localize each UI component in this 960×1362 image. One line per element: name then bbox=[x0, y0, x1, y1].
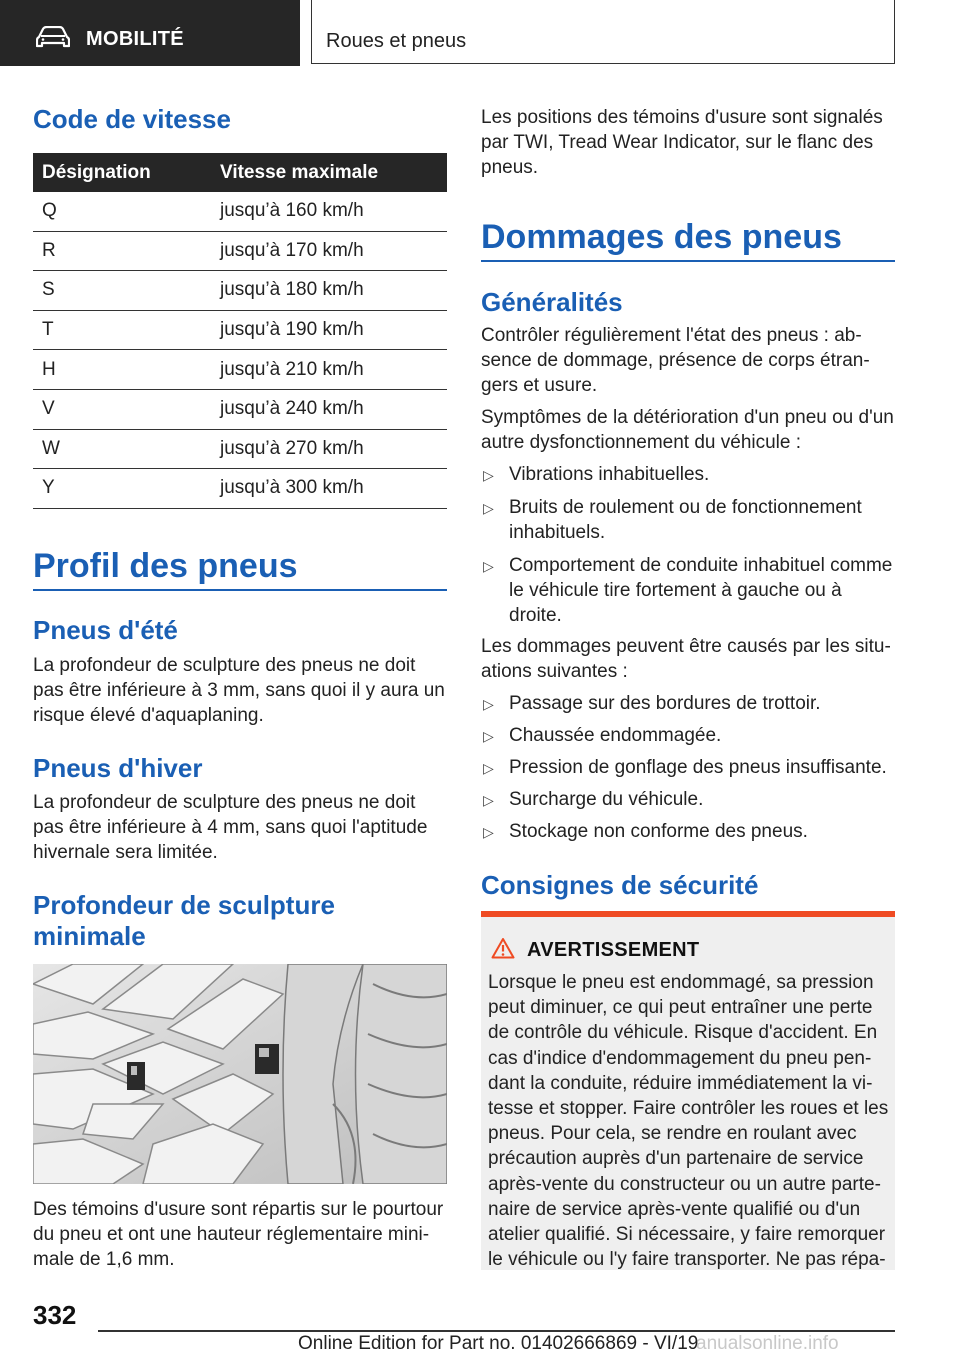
min-depth-heading bbox=[33, 890, 335, 952]
table-cell: jusqu’à 190 km/h bbox=[204, 310, 447, 350]
summer-heading: Pneus d'été bbox=[33, 615, 178, 645]
speed-code-table bbox=[33, 153, 447, 509]
table-cell: H bbox=[33, 350, 204, 390]
bullet-triangle-icon: ▷ bbox=[483, 696, 494, 712]
table-cell: jusqu’à 160 km/h bbox=[204, 192, 447, 231]
general-heading: Généralités bbox=[481, 287, 623, 317]
table-cell: jusqu’à 180 km/h bbox=[204, 271, 447, 311]
list-item: ▷ Comportement de conduite inhabituel comme le véhicule tire fortement à gauche ou à droite. bbox=[483, 555, 893, 626]
winter-heading: Pneus d'hiver bbox=[33, 753, 203, 783]
causes-text: Les dommages peuvent être causés par les situ-ations suivantes : bbox=[481, 636, 891, 682]
min-depth-heading-line2: minimale bbox=[33, 921, 146, 951]
bullet-triangle-icon: ▷ bbox=[483, 760, 494, 776]
section-label: MOBILITÉ bbox=[86, 28, 184, 50]
table-cell: S bbox=[33, 271, 204, 311]
winter-text: La profondeur de sculpture des pneus ne doit pas être inférieure à 4 mm, sans quoi l'aptitude hivernale sera limitée. bbox=[33, 792, 428, 863]
bullet-triangle-icon: ▷ bbox=[483, 824, 494, 840]
table-row bbox=[33, 271, 447, 311]
table-cell: W bbox=[33, 429, 204, 469]
footer-rule bbox=[98, 1330, 895, 1332]
table-cell: jusqu’à 170 km/h bbox=[204, 231, 447, 271]
list-item: ▷ Passage sur des bordures de trottoir. bbox=[481, 691, 895, 716]
table-cell: jusqu’à 210 km/h bbox=[204, 350, 447, 390]
list-item: ▷ Pression de gonflage des pneus insuffisante. bbox=[481, 755, 895, 780]
warning-text: Lorsque le pneu est endommagé, sa pression peut diminuer, ce qui peut entraîner une perte de contrôle du véhicule. Risque d'accident. En cas d'indice d'endommagement du pneu pen-dant la conduite, réduire immédiatement la vi-tesse et stopper. Faire contrôler les roues et les pneus. Pour cela, se rendre en roulant avec précaution auprès d'un partenaire de service après-vente du constructeur ou un autre parte-naire de service après-vente qualifié ou d'un atelier qualifié. Si nécessaire, y faire remorquer le véhicule ou l'y faire transporter. Ne pas répa- bbox=[488, 972, 889, 1271]
table-cell: V bbox=[33, 389, 204, 429]
warning-triangle-icon bbox=[491, 937, 515, 959]
table-row bbox=[33, 429, 447, 469]
list-item: ▷ Vibrations inhabituelles. bbox=[481, 462, 895, 487]
table-cell: Y bbox=[33, 469, 204, 509]
warning-box bbox=[481, 917, 895, 1270]
wear-text: Des témoins d'usure sont répartis sur le pourtour du pneu et ont une hauteur réglementaire mini-male de 1,6 mm. bbox=[33, 1199, 444, 1270]
bullet-triangle-icon: ▷ bbox=[483, 467, 494, 483]
table-cell: R bbox=[33, 231, 204, 271]
table-row bbox=[33, 310, 447, 350]
table-row bbox=[33, 231, 447, 271]
table-row bbox=[33, 350, 447, 390]
general-text: Contrôler régulièrement l'état des pneus : ab-sence de dommage, présence de corps étran-gers et usure. bbox=[481, 325, 870, 396]
table-row bbox=[33, 192, 447, 231]
watermark: anualsonline.info bbox=[696, 1333, 839, 1354]
table-cell: jusqu’à 300 km/h bbox=[204, 469, 447, 509]
bullet-triangle-icon: ▷ bbox=[483, 500, 494, 516]
bullet-triangle-icon: ▷ bbox=[483, 558, 494, 574]
table-cell: jusqu’à 240 km/h bbox=[204, 389, 447, 429]
chapter-box bbox=[311, 0, 895, 64]
chapter-label: Roues et pneus bbox=[326, 30, 467, 52]
table-cell: jusqu’à 270 km/h bbox=[204, 429, 447, 469]
min-depth-heading-line1: Profondeur de sculpture bbox=[33, 890, 335, 920]
table-header-cell: Vitesse maximale bbox=[204, 153, 447, 192]
table-header-row bbox=[33, 153, 447, 192]
list-item: ▷ Stockage non conforme des pneus. bbox=[481, 819, 895, 844]
damage-heading: Dommages des pneus bbox=[481, 218, 842, 256]
bullet-triangle-icon: ▷ bbox=[483, 792, 494, 808]
list-item: ▷ Chaussée endommagée. bbox=[481, 723, 895, 748]
speed-code-heading: Code de vitesse bbox=[33, 104, 231, 134]
section-tab bbox=[0, 0, 300, 66]
symptoms-list bbox=[481, 462, 895, 628]
twi-text: Les positions des témoins d'usure sont signalés par TWI, Tread Wear Indicator, sur le flanc des pneus. bbox=[481, 107, 883, 178]
edition-text: Online Edition for Part no. 01402666869 - VI/19 bbox=[298, 1333, 699, 1354]
list-item: ▷ Surcharge du véhicule. bbox=[481, 787, 895, 812]
page-number: 332 bbox=[33, 1300, 77, 1330]
tire-tread-image bbox=[33, 964, 447, 1184]
summer-text: La profondeur de sculpture des pneus ne doit pas être inférieure à 3 mm, sans quoi il y aura un risque élevé d'aquaplaning. bbox=[33, 655, 445, 726]
bullet-triangle-icon: ▷ bbox=[483, 728, 494, 744]
table-cell: Q bbox=[33, 192, 204, 231]
car-icon bbox=[36, 26, 70, 48]
causes-list bbox=[481, 691, 895, 844]
profile-heading: Profil des pneus bbox=[33, 547, 298, 585]
symptoms-text: Symptômes de la détérioration d'un pneu ou d'un autre dysfonctionnement du véhicule : bbox=[481, 407, 894, 453]
heading-rule bbox=[481, 260, 895, 262]
list-item: ▷ Bruits de roulement ou de fonctionnement inhabituels. bbox=[483, 497, 862, 543]
table-row bbox=[33, 469, 447, 509]
heading-rule bbox=[33, 589, 447, 591]
table-cell: T bbox=[33, 310, 204, 350]
table-row bbox=[33, 389, 447, 429]
warning-title: AVERTISSEMENT bbox=[527, 939, 700, 961]
table-header-cell: Désignation bbox=[33, 153, 204, 192]
safety-heading: Consignes de sécurité bbox=[481, 870, 759, 900]
